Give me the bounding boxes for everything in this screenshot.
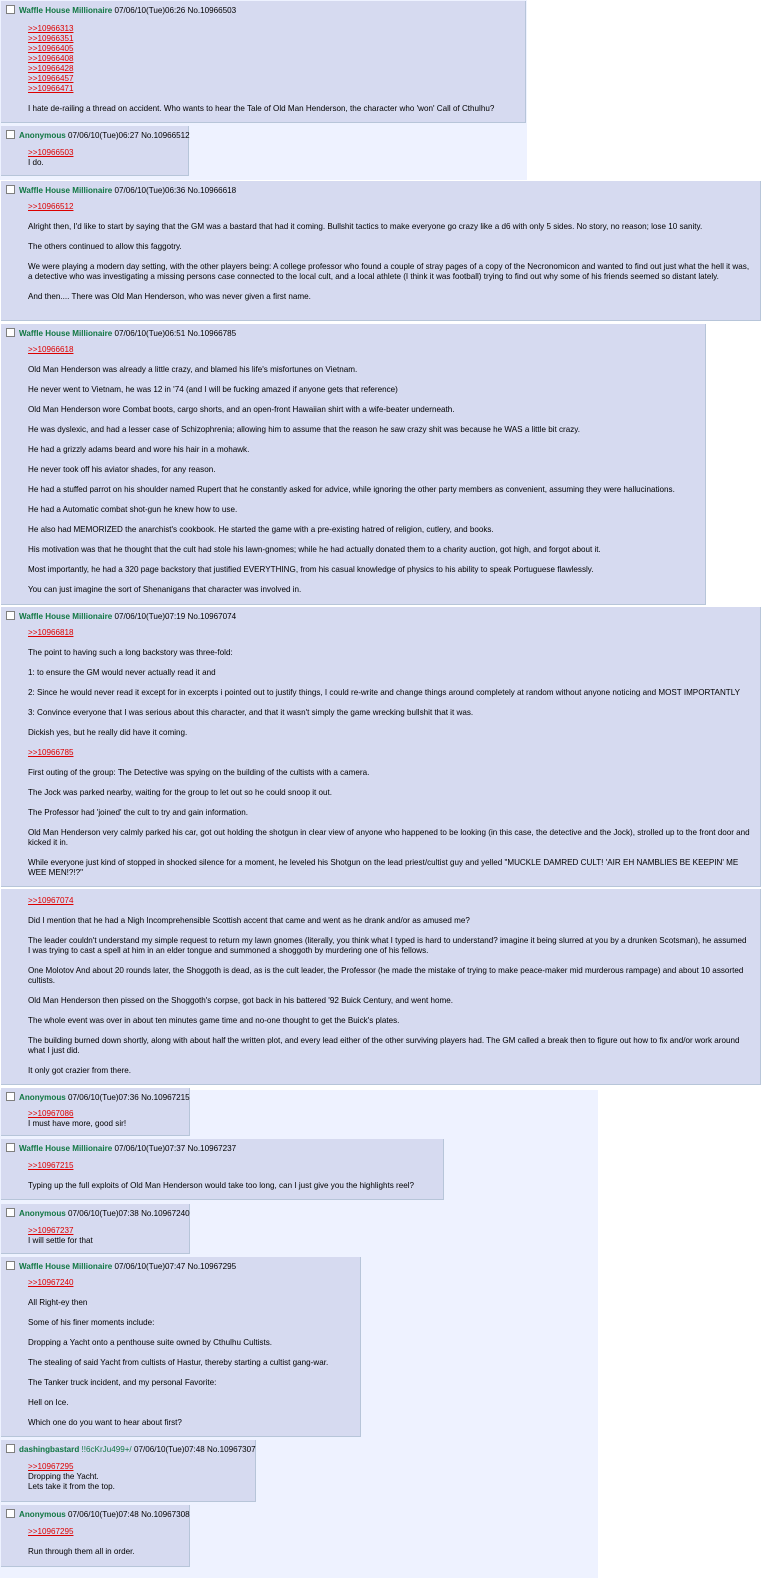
reply-post <box>1 181 761 321</box>
post-text: The building burned down shortly, along with about half the written plot, and every lead either of the other surviving players had. The GM called a break then to figure out how to fix and/or work around what I just did. <box>28 1036 740 1055</box>
quote-link[interactable]: >>10966785 <box>28 748 74 757</box>
post-date: 07/06/10(Tue)06:51 <box>114 329 186 338</box>
post-header <box>6 1261 236 1272</box>
post-text: His motivation was that he thought that the cult had stole his lawn-gnomes; while he had actually donated them to a charity auction, got high, and forgot about it. <box>28 545 601 554</box>
post-text: He also had MEMORIZED the anarchist's cookbook. He started the game with a pre-existing hatred of religion, cutlery, and books. <box>28 525 494 534</box>
post-text: Did I mention that he had a Nigh Incomprehensible Scottish accent that came and went as he drank and/or as amused me? <box>28 916 470 925</box>
reply-post <box>1 1257 361 1437</box>
reply-post <box>1 1088 190 1136</box>
post-text: Some of his finer moments include: <box>28 1318 155 1327</box>
post-body <box>28 628 750 888</box>
poster-name: Waffle House Millionaire <box>19 6 113 15</box>
post-text: We were playing a modern day setting, with the other players being: A college professor who found a couple of stray pages of a copy of the Necronomicon and wanted to find out just what the hell it was, a detective who was investigating a missing persons case connected to the local cult, and a local athlete (I think it was football) trying to find out why some of his friends seemed so distant lately. <box>28 262 750 281</box>
post-text: While everyone just kind of stopped in shocked silence for a moment, he leveled his Shotgun on the lead priest/cultist guy and yelled "MUCKLE DAMRED CULT! 'AIR EH NAMBLIES BE KEEPIN' ME WEE MEN!?!?" <box>28 858 739 877</box>
poster-name: Anonymous <box>19 1209 66 1218</box>
post-header <box>6 185 236 196</box>
quote-link[interactable]: >>10966818 <box>28 628 74 637</box>
reply-post <box>1 126 189 176</box>
post-number[interactable]: No.10966785 <box>187 329 237 338</box>
post-checkbox[interactable] <box>6 1261 15 1270</box>
post-text: Lets take it from the top. <box>28 1482 115 1491</box>
post-text: Old Man Henderson wore Combat boots, cargo shorts, and an open-front Hawaiian shirt with a wife-beater underneath. <box>28 405 455 414</box>
post-text: I hate de-railing a thread on accident. Who wants to hear the Tale of Old Man Henderson, the character who 'won' Call of Cthulhu? <box>28 104 495 113</box>
post-text: I must have more, good sir! <box>28 1119 127 1128</box>
post-text: I do. <box>28 158 44 167</box>
post-text: Hell on Ice. <box>28 1398 69 1407</box>
post-body <box>28 1109 179 1129</box>
post-text: And then.... There was Old Man Henderson, who was never given a first name. <box>28 292 311 301</box>
post-checkbox[interactable] <box>6 1509 15 1518</box>
quote-link[interactable]: >>10966428 <box>28 64 74 73</box>
post-text: The point to having such a long backstory was three-fold: <box>28 648 233 657</box>
post-body <box>28 1527 179 1567</box>
quote-link[interactable]: >>10966471 <box>28 84 74 93</box>
post-number[interactable]: No.10967215 <box>141 1093 190 1102</box>
post-text: 2: Since he would never read it except for in excerpts i pointed out to justify things, I could re-write and change things around completely at random without anyone noticing and MOST IMPORTANTLY <box>28 688 741 697</box>
post-text: The whole event was over in about ten minutes game time and no-one thought to get the Buick's plates. <box>28 1016 400 1025</box>
post-date: 07/06/10(Tue)07:47 <box>114 1262 186 1271</box>
post-text: 3: Convince everyone that I was serious about this character, and that it wasn't simply the game wrecking bullshit that it was. <box>28 708 474 717</box>
post-text: He never took off his aviator shades, for any reason. <box>28 465 216 474</box>
quote-link[interactable]: >>10967074 <box>28 896 74 905</box>
quote-link[interactable]: >>10966512 <box>28 202 74 211</box>
poster-name: Waffle House Millionaire <box>19 1144 113 1153</box>
poster-name: Waffle House Millionaire <box>19 1262 113 1271</box>
post-number[interactable]: No.10966512 <box>141 131 190 140</box>
post-number[interactable]: No.10966503 <box>187 6 237 15</box>
post-text: Dropping a Yacht onto a penthouse suite owned by Cthulhu Cultists. <box>28 1338 273 1347</box>
quote-link[interactable]: >>10967215 <box>28 1161 74 1170</box>
quote-link[interactable]: >>10967086 <box>28 1109 74 1118</box>
post-header <box>6 1509 190 1520</box>
quote-link[interactable]: >>10966503 <box>28 148 74 157</box>
post-text: He had a Automatic combat shot-gun he knew how to use. <box>28 505 238 514</box>
post-checkbox[interactable] <box>6 5 15 14</box>
post-body <box>28 1161 433 1201</box>
poster-name: Anonymous <box>19 131 66 140</box>
post-text: All Right-ey then <box>28 1298 88 1307</box>
post-text: Dropping the Yacht. <box>28 1472 99 1481</box>
post-text: It only got crazier from there. <box>28 1066 132 1075</box>
reply-post-continuation <box>1 889 761 1085</box>
quote-link[interactable]: >>10966618 <box>28 345 74 354</box>
post-header <box>6 1143 236 1154</box>
quote-link[interactable]: >>10967237 <box>28 1226 74 1235</box>
quote-link[interactable]: >>10967240 <box>28 1278 74 1287</box>
post-op <box>1 1 526 123</box>
post-date: 07/06/10(Tue)06:26 <box>114 6 186 15</box>
post-body <box>28 148 178 168</box>
quote-link[interactable]: >>10967295 <box>28 1527 74 1536</box>
post-text: The others continued to allow this faggotry. <box>28 242 182 251</box>
post-text: The Tanker truck incident, and my personal Favorite: <box>28 1378 217 1387</box>
poster-name: dashingbastard <box>19 1445 80 1454</box>
poster-name: Waffle House Millionaire <box>19 612 113 621</box>
post-date: 07/06/10(Tue)07:37 <box>114 1144 186 1153</box>
reply-post <box>1 1139 444 1200</box>
post-checkbox[interactable] <box>6 185 15 194</box>
post-body <box>28 1278 350 1438</box>
post-body <box>28 1462 245 1492</box>
poster-name: Anonymous <box>19 1510 66 1519</box>
post-text: First outing of the group: The Detective was spying on the building of the cultists with a camera. <box>28 768 370 777</box>
post-text: Old Man Henderson was already a little crazy, and blamed his life's misfortunes on Vietnam. <box>28 365 358 374</box>
post-text: Typing up the full exploits of Old Man Henderson would take too long, can I just give you the highlights reel? <box>28 1181 415 1190</box>
poster-tripcode: !!6cKrJu499+/ <box>81 1445 132 1454</box>
post-number[interactable]: No.10966618 <box>187 186 237 195</box>
post-body <box>28 345 695 605</box>
post-text: Which one do you want to hear about first? <box>28 1418 182 1427</box>
post-text: Run through them all in order. <box>28 1547 135 1556</box>
post-text: 1: to ensure the GM would never actually read it and <box>28 668 216 677</box>
post-text: He had a grizzly adams beard and wore his hair in a mohawk. <box>28 445 250 454</box>
post-body <box>28 24 515 124</box>
post-text: He was dyslexic, and had a lesser case of Schizophrenia; allowing him to assume that the reason he saw crazy shit was because he WAS a little bit crazy. <box>28 425 580 434</box>
post-text: The Professor had 'joined' the cult to try and gain information. <box>28 808 248 817</box>
post-checkbox[interactable] <box>6 1208 15 1217</box>
post-date: 07/06/10(Tue)07:38 <box>68 1209 139 1218</box>
post-body <box>28 896 750 1086</box>
post-header <box>6 5 236 16</box>
post-text: Alright then, I'd like to start by saying that the GM was a bastard that had it coming. Bullshit tactics to make everyone go crazy like a d6 with only 5 sides. No story, no reason; lose 10 sanity. <box>28 222 703 231</box>
post-header <box>6 1092 190 1103</box>
post-date: 07/06/10(Tue)06:27 <box>68 131 139 140</box>
post-text: Old Man Henderson very calmly parked his car, got out holding the shotgun in clear view of anyone who happened to be looking (in this case, the detective and the Jock), strolled up to the front door and kicked it in. <box>28 828 750 847</box>
post-text: The leader couldn't understand my simple request to return my lawn gnomes (literally, you think what I typed is hard to understand? imagine it being slurred at you by a drunken Scotsman), he assumed I was trying to cast a spell at him in an elder tongue and summoned a shoggoth by murdering one of his fellows. <box>28 936 747 955</box>
post-number[interactable]: No.10967237 <box>187 1144 237 1153</box>
post-date: 07/06/10(Tue)07:48 <box>133 1445 205 1454</box>
quote-link[interactable]: >>10967295 <box>28 1462 74 1471</box>
post-text: The stealing of said Yacht from cultists of Hastur, thereby starting a cultist gang-war. <box>28 1358 329 1367</box>
post-number[interactable]: No.10967295 <box>187 1262 237 1271</box>
post-header <box>6 1444 256 1455</box>
quote-link[interactable]: >>10966351 <box>28 34 74 43</box>
post-text: Most importantly, he had a 320 page backstory that justified EVERYTHING, from his casual knowledge of physics to his ability to speak Portuguese flawlessly. <box>28 565 594 574</box>
post-date: 07/06/10(Tue)07:19 <box>114 612 186 621</box>
post-date: 07/06/10(Tue)07:48 <box>68 1510 139 1519</box>
quote-link[interactable]: >>10966313 <box>28 24 74 33</box>
post-number[interactable]: No.10967308 <box>141 1510 190 1519</box>
reply-post <box>1 607 761 887</box>
quote-link[interactable]: >>10966405 <box>28 44 74 53</box>
post-header <box>6 611 236 622</box>
post-text: One Molotov And about 20 rounds later, the Shoggoth is dead, as is the cult leader, the Professor (he made the mistake of trying to make peace-maker mid murderous rampage) and about 10 assorted cultists. <box>28 966 744 985</box>
post-header <box>6 328 236 339</box>
post-text: I will settle for that <box>28 1236 93 1245</box>
post-checkbox[interactable] <box>6 1444 15 1453</box>
post-text: The Jock was parked nearby, waiting for the group to let out so he could snoop it out. <box>28 788 332 797</box>
post-number[interactable]: No.10967074 <box>187 612 237 621</box>
quote-link[interactable]: >>10966408 <box>28 54 74 63</box>
poster-name: Waffle House Millionaire <box>19 186 113 195</box>
post-number[interactable]: No.10967307 <box>206 1445 256 1454</box>
post-header <box>6 1208 190 1219</box>
post-text: He had a stuffed parrot on his shoulder named Rupert that he constantly asked for advice, while ignoring the other party members as convenient, assuming they were hallucinations. <box>28 485 675 494</box>
post-header <box>6 130 190 141</box>
reply-post <box>1 1204 190 1254</box>
post-number[interactable]: No.10967240 <box>141 1209 190 1218</box>
reply-post <box>1 324 706 605</box>
post-checkbox[interactable] <box>6 611 15 620</box>
post-date: 07/06/10(Tue)06:36 <box>114 186 186 195</box>
poster-name: Anonymous <box>19 1093 66 1102</box>
poster-name: Waffle House Millionaire <box>19 329 113 338</box>
post-checkbox[interactable] <box>6 328 15 337</box>
reply-post <box>1 1505 190 1567</box>
post-date: 07/06/10(Tue)07:36 <box>68 1093 139 1102</box>
post-body <box>28 1226 179 1246</box>
post-checkbox[interactable] <box>6 130 15 139</box>
reply-post <box>1 1440 256 1502</box>
post-text: Old Man Henderson then pissed on the Shoggoth's corpse, got back in his battered '92 Buick Century, and went home. <box>28 996 453 1005</box>
quote-link[interactable]: >>10966457 <box>28 74 74 83</box>
post-text: Dickish yes, but he really did have it coming. <box>28 728 188 737</box>
post-checkbox[interactable] <box>6 1092 15 1101</box>
post-text: He never went to Vietnam, he was 12 in '74 (and I will be fucking amazed if anyone gets that reference) <box>28 385 398 394</box>
post-checkbox[interactable] <box>6 1143 15 1152</box>
post-text: You can just imagine the sort of Shenanigans that character was involved in. <box>28 585 302 594</box>
post-body <box>28 202 750 312</box>
